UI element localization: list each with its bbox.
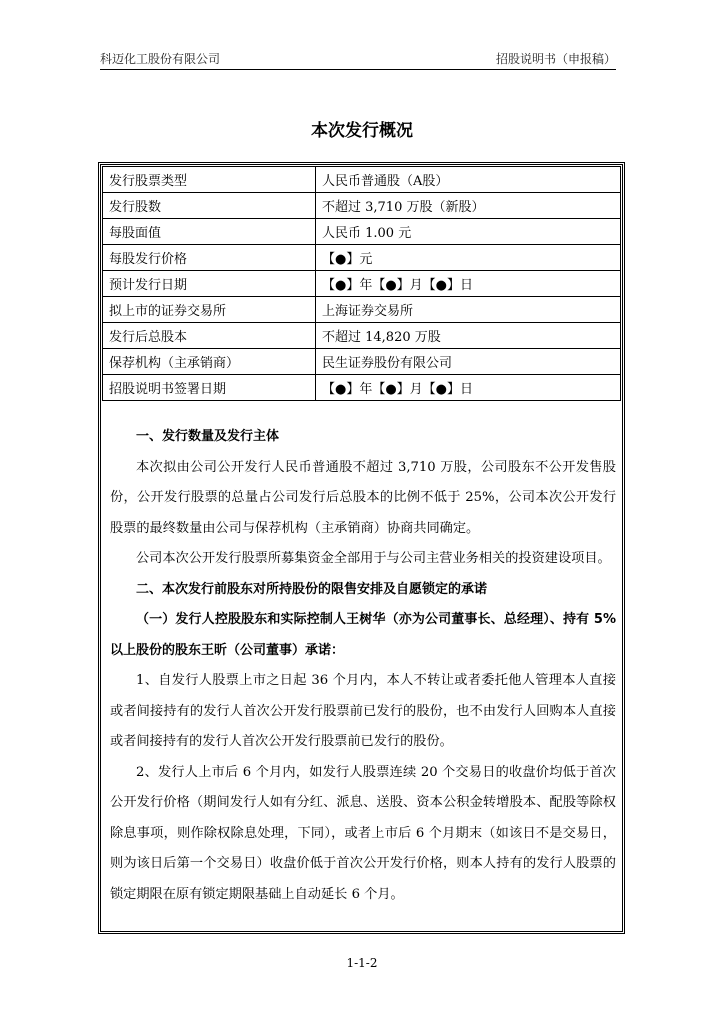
table-row bbox=[103, 349, 621, 375]
section-2-subheading: （一）发行人控股股东和实际控制人王树华（亦为公司董事长、总经理）、持有 5%以上股份的股东王昕（公司董事）承诺： bbox=[110, 612, 616, 658]
row-label: 发行股票类型 bbox=[103, 167, 316, 193]
row-label: 每股面值 bbox=[103, 219, 316, 245]
table-row bbox=[103, 323, 621, 349]
row-label: 发行股数 bbox=[103, 193, 316, 219]
section-2-paragraph: 1、自发行人股票上市之日起 36 个月内，本人不转让或者委托他人管理本人直接或者间接持有的发行人首次公开发行股票前已发行的股份，也不由发行人回购本人直接或者间接持有的发行人首次公开发行股票前已发行的股份。 bbox=[110, 673, 616, 749]
header-divider bbox=[100, 69, 616, 70]
section-1-paragraph: 本次拟由公司公开发行人民币普通股不超过 3,710 万股，公司股东不公开发售股份，公开发行股票的总量占公司发行后总股本的比例不低于 25%，公司本次公开发行股票的最终数量由公司与保荐机构（主承销商）协商共同确定。 bbox=[110, 459, 616, 536]
row-label: 拟上市的证券交易所 bbox=[103, 297, 316, 323]
row-value: 上海证券交易所 bbox=[316, 297, 621, 323]
page-header bbox=[100, 50, 616, 68]
body-text bbox=[110, 422, 616, 910]
section-2-heading: 二、本次发行前股东对所持股份的限售安排及自愿锁定的承诺 bbox=[136, 581, 488, 597]
row-value: 人民币普通股（A股） bbox=[316, 167, 621, 193]
row-label: 招股说明书签署日期 bbox=[103, 375, 316, 401]
section-1-heading: 一、发行数量及发行主体 bbox=[136, 429, 280, 444]
row-value: 民生证券股份有限公司 bbox=[316, 349, 621, 375]
row-value: 人民币 1.00 元 bbox=[316, 219, 621, 245]
row-value: 【●】元 bbox=[316, 245, 621, 271]
row-value: 不超过 14,820 万股 bbox=[316, 323, 621, 349]
row-value: 【●】年【●】月【●】日 bbox=[316, 271, 621, 297]
row-value: 【●】年【●】月【●】日 bbox=[316, 375, 621, 401]
table-row bbox=[103, 375, 621, 401]
section-1-paragraph: 公司本次公开发行股票所募集资金全部用于与公司主营业务相关的投资建设项目。 bbox=[136, 551, 611, 566]
row-label: 预计发行日期 bbox=[103, 271, 316, 297]
table-row bbox=[103, 271, 621, 297]
section-2-paragraph: 2、发行人上市后 6 个月内，如发行人股票连续 20 个交易日的收盘价均低于首次公开发行价格（期间发行人如有分红、派息、送股、资本公积金转增股本、配股等除权除息事项，则作除权除息处理，下同），或者上市后 6 个月期末（如该日不是交易日，则为该日后第一个交易日）收盘价低于首次公开发行价格，则本人持有的发行人股票的锁定期限在原有锁定期限基础上自动延长 6 个月。 bbox=[110, 764, 616, 902]
table-row bbox=[103, 245, 621, 271]
table-row bbox=[103, 167, 621, 193]
header-company: 科迈化工股份有限公司 bbox=[100, 52, 221, 66]
page-number: 1-1-2 bbox=[346, 956, 378, 970]
row-label: 保荐机构（主承销商） bbox=[103, 349, 316, 375]
table-row bbox=[103, 297, 621, 323]
table-row bbox=[103, 219, 621, 245]
table-row bbox=[103, 193, 621, 219]
issuance-summary-table bbox=[102, 166, 621, 401]
row-label: 每股发行价格 bbox=[103, 245, 316, 271]
row-label: 发行后总股本 bbox=[103, 323, 316, 349]
header-doc-type: 招股说明书（申报稿） bbox=[495, 52, 616, 66]
page-title: 本次发行概况 bbox=[311, 121, 413, 141]
row-value: 不超过 3,710 万股（新股） bbox=[316, 193, 621, 219]
